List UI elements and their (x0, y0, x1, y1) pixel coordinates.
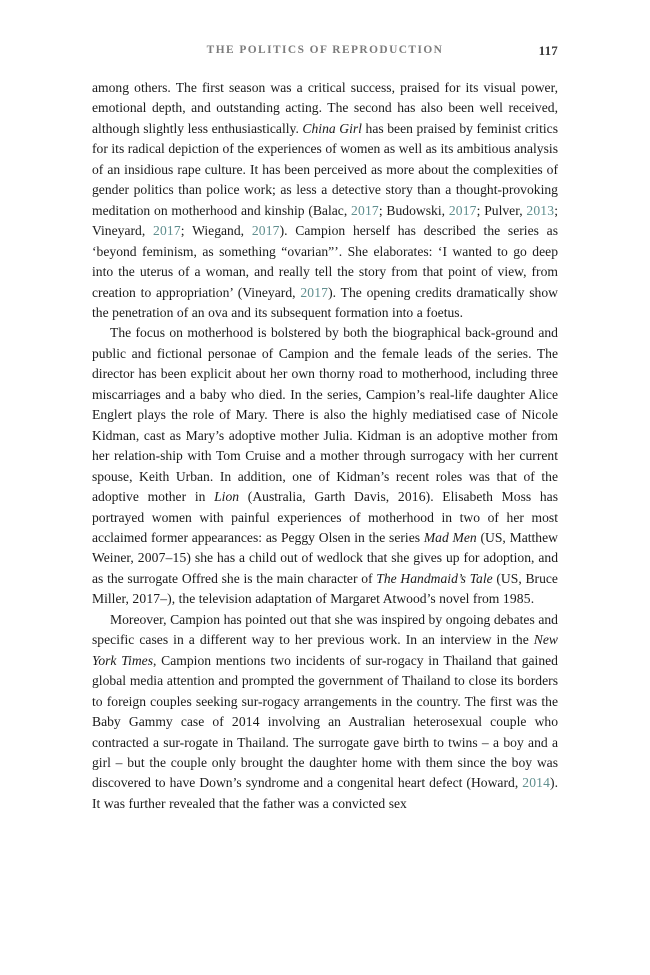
work-title: Mad Men (423, 529, 477, 545)
citation-year: 2017 (351, 202, 379, 218)
citation-year: 2017 (300, 284, 329, 300)
citation-year: 2017 (251, 223, 280, 239)
inline-year: 2007–15 (137, 550, 187, 566)
citation-year: 2017 (448, 202, 477, 218)
paragraph: among others. The first season was a critical success, praised for its visual power, emotional depth, and outstanding acting. The second has also been well received, although slightly less enthusiastically. China Girl has been praised by feminist critics for its radical depiction of the experiences of women as well as its ambitious analysis of an insidious rape culture. It has been perceived as more about the complexities of gender politics than police work; as less a detective story than a thought-provoking meditation on motherhood and kinship (Balac, 2017; Budowski, 2017; Pulver, 2013; Vineyard, 2017; Wiegand, 2017). Campion herself has described the series as ‘beyond feminism, as something “ovarian”’. She elaborates: ‘I wanted to go deep into the uterus of a woman, and really tell the story from that point of view, from creation to appropriation’ (Vineyard, 2017). The opening credits dramatically show the penetration of an ova and its subsequent formation into a foetus. (92, 80, 558, 320)
work-title: New York Times (92, 632, 558, 668)
page-number: 117 (538, 43, 558, 58)
work-title: The Handmaid’s Tale (376, 570, 493, 586)
running-head (92, 44, 558, 62)
text-block (92, 78, 558, 814)
paragraph: The focus on motherhood is bolstered by both the biographical back-ground and public and fictional personae of Campion and the female leads of the series. The director has been explicit about her own thorny road to motherhood, including three miscarriages and a baby who died. In the series, Campion’s real-life daughter Alice Englert plays the role of Mary. There is also the highly mediatised case of Nicole Kidman, cast as Mary’s adoptive mother Julia. Kidman is an adoptive mother from her relation-ship with Tom Cruise and a mother through surrogacy with her current spouse, Keith Urban. In addition, one of Kidman’s recent roles was that of the adoptive mother in Lion (Australia, Garth Davis, 2016). Elisabeth Moss has portrayed women with painful experiences of motherhood in two of her most acclaimed former appearances: as Peggy Olsen in the series Mad Men (US, Matthew Weiner, 2007–15) she has a child out of wedlock that she gives up for adoption, and as the surrogate Offred she is the main character of The Handmaid’s Tale (US, Bruce Miller, 2017–), the television adaptation of Margaret Atwood’s novel from 1985. (92, 325, 558, 607)
inline-year: 1985 (502, 591, 531, 607)
inline-year: 2014 (231, 714, 260, 730)
running-head-title: THE POLITICS OF REPRODUCTION (206, 44, 444, 56)
citation-year: 2014 (522, 775, 551, 791)
citation-year: 2017 (153, 223, 181, 239)
paragraph: Moreover, Campion has pointed out that she was inspired by ongoing debates and specific cases in a different way to her previous work. In an interview in the New York Times, Campion mentions two incidents of sur-rogacy in Thailand that gained global media attention and prompted the government of Thailand to close its borders to foreign couples seeking sur-rogacy arrangements in the country. The first was the Baby Gammy case of 2014 involving an Australian heterosexual couple who contracted a sur-rogate in Thailand. The surrogate gave birth to twins – a boy and a girl – but the couple only brought the daughter home with them since the boy was discovered to have Down’s syndrome and a congenital heart defect (Howard, 2014). It was further revealed that the father was a convicted sex (92, 611, 559, 811)
citation-year: 2013 (526, 202, 555, 218)
inline-year: 2017– (132, 591, 168, 607)
inline-year: 2016 (397, 489, 426, 505)
work-title: China Girl (302, 120, 362, 136)
work-title: Lion (214, 489, 240, 505)
